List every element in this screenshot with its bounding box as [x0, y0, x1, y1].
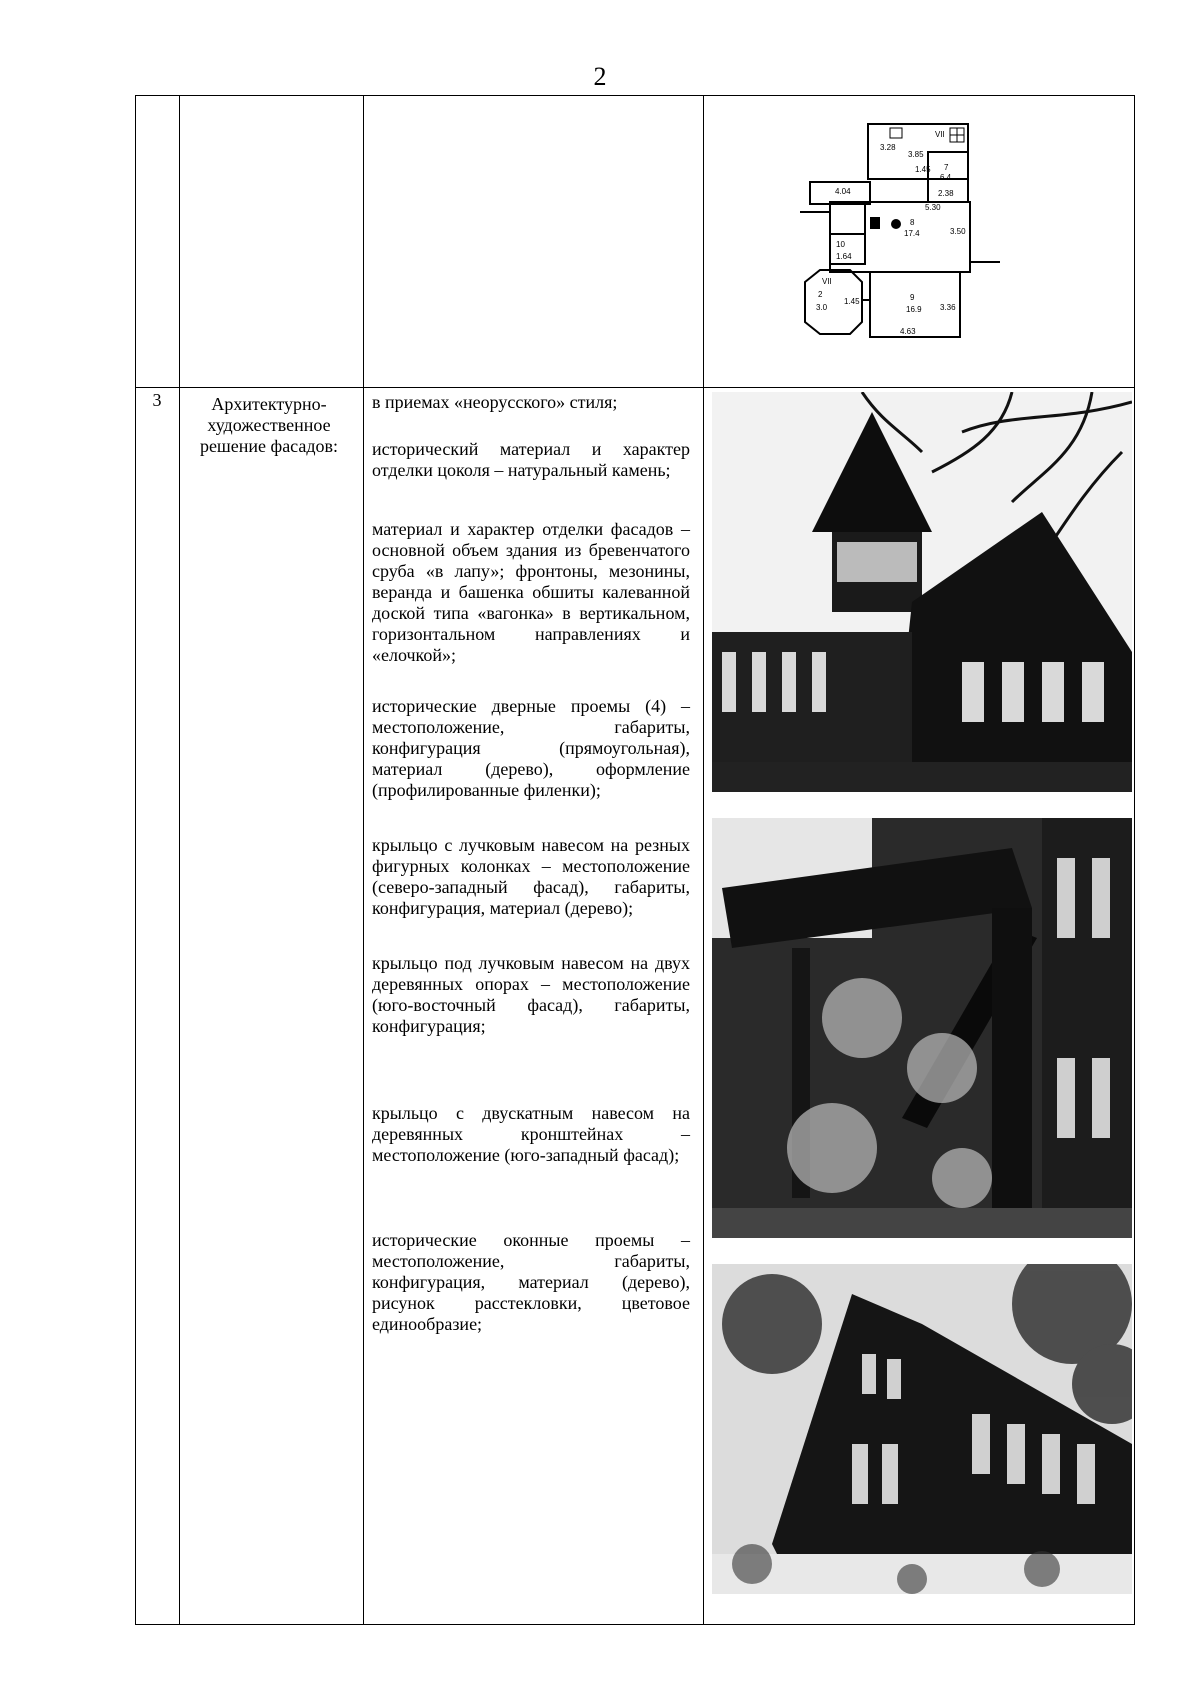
photo-house-side: [712, 1264, 1132, 1594]
plan-label: 4.04: [835, 187, 851, 196]
row-title: [180, 394, 358, 457]
paragraph-porch-northwest: крыльцо с лучковым навесом на резных фигурных колонках – местоположение (северо-западный фасад), габариты, конфигурация, материал (дерево);: [372, 835, 690, 918]
paragraph-doors: исторические дверные проемы (4) – местоположение, габариты, конфигурация (прямоугольная), материал (дерево), оформление (профилированные филенки);: [372, 696, 690, 800]
photo-porch-canopy: [712, 818, 1132, 1238]
paragraph-porch-southwest: крыльцо с двускатным навесом на деревянных кронштейнах – местоположение (юго-западный фасад);: [372, 1103, 690, 1165]
row-title-line: художественное: [207, 415, 331, 435]
plan-label: 3.0: [816, 303, 828, 312]
plan-label: 7: [944, 163, 949, 172]
plan-label: 10: [836, 240, 845, 249]
plan-label: 16.9: [906, 305, 922, 314]
plan-label: 3.85: [908, 150, 924, 159]
plan-label: 5.30: [925, 203, 941, 212]
paragraph-facade-material: материал и характер отделки фасадов – основной объем здания из бревенчатого сруба «в лапу»; фронтоны, мезонины, веранда и башенка обшиты калеванной доской типа «вагонка» в вертикальном, горизонтальном направлениях и «елочкой»;: [372, 519, 690, 665]
plan-label: VII: [822, 277, 832, 286]
plan-label: 2: [818, 290, 823, 299]
page-number: 2: [593, 62, 607, 91]
plan-label: 4.63: [900, 327, 916, 336]
row-title-line: Архитектурно-: [211, 394, 327, 414]
row-number: 3: [152, 390, 162, 410]
plan-label: 1.64: [836, 252, 852, 261]
plan-label: 17.4: [904, 229, 920, 238]
plan-label: 8: [910, 218, 915, 227]
floor-plan: [800, 122, 1030, 357]
photo-house-tower: [712, 392, 1132, 792]
paragraph-plinth: исторический материал и характер отделки цоколя – натуральный камень;: [372, 439, 690, 480]
plan-label: 3.50: [950, 227, 966, 236]
paragraph-style: в приемах «неорусского» стиля;: [372, 392, 618, 412]
plan-label: 3.36: [940, 303, 956, 312]
plan-label: 6.4: [940, 173, 952, 182]
plan-label: VII: [935, 130, 945, 139]
plan-label: 1.45: [844, 297, 860, 306]
facade-description: [372, 392, 690, 1335]
plan-label: 1.45: [915, 165, 931, 174]
plan-label: 2.38: [938, 189, 954, 198]
plan-label: 3.28: [880, 143, 896, 152]
paragraph-porch-southeast: крыльцо под лучковым навесом на двух деревянных опорах – местоположение (юго-восточный фасад), габариты, конфигурация;: [372, 953, 690, 1036]
paragraph-windows: исторические оконные проемы – местоположение, габариты, конфигурация, материал (дерево), рисунок расстекловки, цветовое единообразие;: [372, 1230, 690, 1334]
row-title-line: решение фасадов:: [199, 436, 339, 456]
plan-label: 9: [910, 293, 915, 302]
